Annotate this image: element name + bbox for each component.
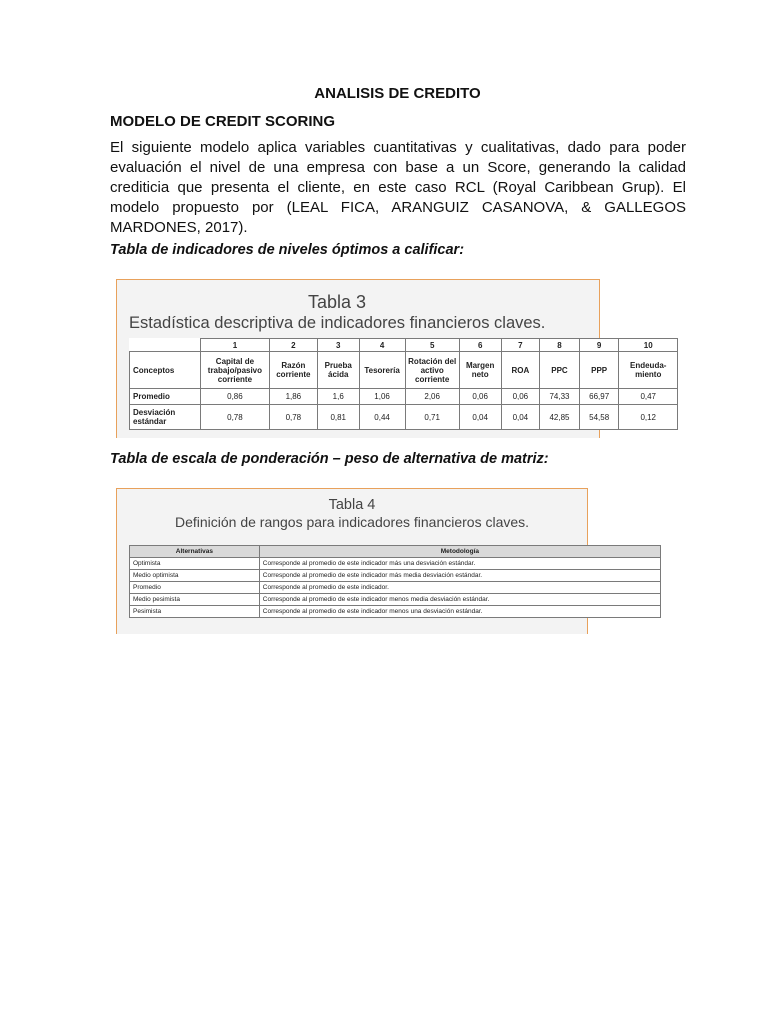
- table-cell: 0,44: [359, 405, 405, 430]
- table-cell: 0,47: [619, 389, 678, 405]
- table-cell: 54,58: [579, 405, 619, 430]
- column-header: ROA: [501, 352, 540, 389]
- table-cell: 1,06: [359, 389, 405, 405]
- table-header-row: [130, 546, 661, 558]
- methodology-cell: Corresponde al promedio de este indicador más una desviación estándar.: [259, 558, 660, 570]
- column-header: Tesorería: [359, 352, 405, 389]
- alternative-cell: Optimista: [130, 558, 260, 570]
- ranges-table: [129, 545, 661, 618]
- figure-title: Tabla 4: [328, 497, 376, 513]
- table-row: [130, 405, 678, 430]
- column-number: 7: [501, 339, 540, 352]
- table-cell: 66,97: [579, 389, 619, 405]
- indicators-table: [129, 338, 678, 430]
- figure-subtitle: Definición de rangos para indicadores financieros claves.: [174, 514, 530, 530]
- table-cell: 0,04: [501, 405, 540, 430]
- methodology-cell: Corresponde al promedio de este indicador más media desviación estándar.: [259, 570, 660, 582]
- table-row: [130, 389, 678, 405]
- empty-cell: [130, 339, 201, 352]
- figure-tabla-3: [116, 279, 667, 438]
- table-row: [130, 339, 678, 352]
- column-header: Razón corriente: [269, 352, 317, 389]
- methodology-cell: Corresponde al promedio de este indicador menos una desviación estándar.: [259, 606, 660, 618]
- figure-subtitle: Estadística descriptiva de indicadores financieros claves.: [129, 314, 546, 332]
- table-cell: 0,06: [501, 389, 540, 405]
- intro-paragraph: El siguiente modelo aplica variables cuantitativas y cualitativas, dado para poder evaluación el nivel de una empresa con base a un Score, generando la calidad crediticia que presenta el cliente, en este caso RCL (Royal Caribbean Grup). El modelo propuesto por (LEAL FICA, ARANGUIZ CASANOVA, & GALLEGOS MARDONES, 2017).: [110, 139, 686, 236]
- table-cell: 0,81: [317, 405, 359, 430]
- table-cell: 0,12: [619, 405, 678, 430]
- table-cell: 74,33: [540, 389, 580, 405]
- document-title: ANALISIS DE CREDITO: [314, 85, 481, 102]
- column-number: 2: [269, 339, 317, 352]
- figure-title: Tabla 3: [307, 292, 367, 312]
- table-cell: 1,86: [269, 389, 317, 405]
- table-cell: 0,78: [200, 405, 269, 430]
- column-number: 5: [405, 339, 459, 352]
- table-cell: 42,85: [540, 405, 580, 430]
- column-number: 3: [317, 339, 359, 352]
- figure-tabla-4: [116, 488, 588, 634]
- column-header: PPP: [579, 352, 619, 389]
- methodology-cell: Corresponde al promedio de este indicador menos media desviación estándar.: [259, 594, 660, 606]
- table-cell: 0,86: [200, 389, 269, 405]
- column-header: Margen neto: [459, 352, 501, 389]
- table-row: [130, 606, 661, 618]
- column-number: 8: [540, 339, 580, 352]
- column-header: Metodología: [259, 546, 660, 558]
- table-cell: 1,6: [317, 389, 359, 405]
- table-cell: 0,78: [269, 405, 317, 430]
- column-header: Endeuda-miento: [619, 352, 678, 389]
- table-row: [130, 594, 661, 606]
- table-cell: 2,06: [405, 389, 459, 405]
- alternative-cell: Promedio: [130, 582, 260, 594]
- table-header-row: [130, 352, 678, 389]
- alternative-cell: Medio pesimista: [130, 594, 260, 606]
- column-header: Rotación del activo corriente: [405, 352, 459, 389]
- table-cell: 0,71: [405, 405, 459, 430]
- alternative-cell: Medio optimista: [130, 570, 260, 582]
- column-header: Prueba ácida: [317, 352, 359, 389]
- table-cell: 0,04: [459, 405, 501, 430]
- caption-weighting-table: Tabla de escala de ponderación – peso de alternativa de matriz:: [110, 451, 549, 467]
- column-header: Conceptos: [130, 352, 201, 389]
- column-number: 1: [200, 339, 269, 352]
- alternative-cell: Pesimista: [130, 606, 260, 618]
- column-number: 10: [619, 339, 678, 352]
- section-heading: MODELO DE CREDIT SCORING: [110, 113, 336, 130]
- column-header: PPC: [540, 352, 580, 389]
- column-number: 6: [459, 339, 501, 352]
- row-label: Promedio: [130, 389, 201, 405]
- column-number: 4: [359, 339, 405, 352]
- table-row: [130, 582, 661, 594]
- methodology-cell: Corresponde al promedio de este indicador.: [259, 582, 660, 594]
- table-row: [130, 570, 661, 582]
- column-header: Alternativas: [130, 546, 260, 558]
- row-label: Desviación estándar: [130, 405, 201, 430]
- column-number: 9: [579, 339, 619, 352]
- column-header: Capital de trabajo/pasivo corriente: [200, 352, 269, 389]
- caption-indicators-table: Tabla de indicadores de niveles óptimos a calificar:: [110, 242, 465, 258]
- table-row: [130, 558, 661, 570]
- table-cell: 0,06: [459, 389, 501, 405]
